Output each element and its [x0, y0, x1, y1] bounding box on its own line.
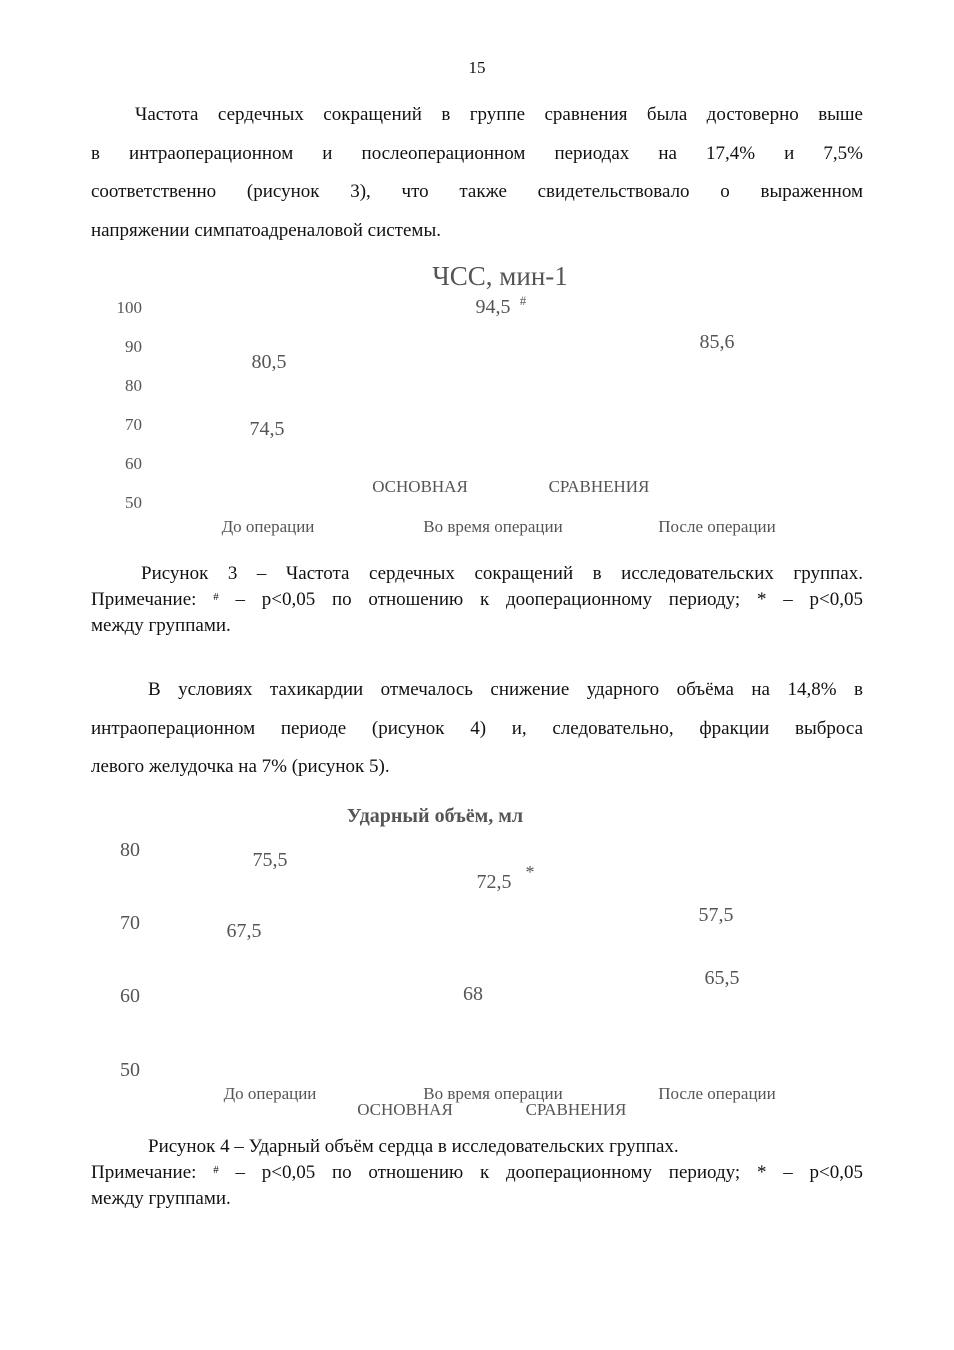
paragraph-2	[91, 671, 863, 787]
caption-title: Рисунок 4 – Ударный объём сердца в исследовательских группах.	[148, 1136, 679, 1157]
caption-note-end: между группами.	[91, 615, 231, 636]
x-tick-label: До операции	[223, 1084, 317, 1103]
caption-note-sup: #	[213, 1164, 219, 1176]
y-tick-label: 60	[120, 985, 140, 1007]
y-tick-label: 50	[125, 493, 142, 512]
legend-entry: СРАВНЕНИЯ	[525, 1100, 627, 1119]
page-number: 15	[468, 58, 486, 77]
y-tick-label: 90	[125, 337, 142, 356]
caption-note-sup: #	[213, 591, 219, 603]
data-label: 94,5	[475, 296, 511, 318]
caption-note	[91, 1160, 863, 1186]
paragraph-line: интраоперационном периоде (рисунок 4) и, следовательно, фракции выброса	[91, 717, 863, 739]
x-tick-label: После операции	[658, 517, 776, 536]
paragraph-line: В условиях тахикардии отмечалось снижение ударного объёма на 14,8% в	[148, 679, 863, 700]
y-tick-label: 100	[116, 298, 142, 317]
caption-title: Рисунок 3 – Частота сердечных сокращений в исследовательских группах.	[141, 563, 863, 584]
paragraph-line: левого желудочка на 7% (рисунок 5).	[91, 756, 390, 777]
y-tick-label: 60	[125, 454, 142, 473]
caption-note	[91, 587, 863, 613]
caption-note-prefix: Примечание:	[91, 1162, 214, 1183]
data-label: 85,6	[699, 331, 735, 353]
y-tick-label: 70	[120, 912, 140, 934]
chart-title: ЧСС, мин-1	[432, 261, 568, 291]
data-label: 68	[463, 983, 483, 1005]
data-label: 75,5	[252, 849, 288, 871]
caption-note-prefix: Примечание:	[91, 589, 214, 610]
figure-4-caption	[91, 1134, 863, 1212]
y-tick-label: 70	[125, 415, 142, 434]
x-tick-label: После операции	[658, 1084, 776, 1103]
caption-note-rest: – p<0,05 по отношению к дооперационному периоду; * – p<0,05	[218, 1162, 863, 1183]
data-label: 57,5	[698, 904, 734, 926]
legend-entry: СРАВНЕНИЯ	[548, 477, 650, 496]
x-tick-label: Во время операции	[423, 1084, 563, 1103]
x-tick-label: До операции	[221, 517, 315, 536]
paragraph-line: Частота сердечных сокращений в группе сравнения была достоверно выше	[135, 104, 863, 125]
significance-mark: *	[525, 862, 535, 882]
y-tick-label: 80	[120, 839, 140, 861]
paragraph-line: соответственно (рисунок 3), что также свидетельствовало о выраженном	[91, 181, 863, 202]
legend-entry: ОСНОВНАЯ	[372, 477, 468, 496]
data-label: 72,5	[476, 871, 512, 893]
data-label: 65,5	[704, 967, 740, 989]
data-label: 67,5	[226, 920, 262, 942]
paragraph-line: в интраоперационном и послеоперационном периодах на 17,4% и 7,5%	[91, 142, 863, 164]
x-tick-label: Во время операции	[423, 517, 563, 536]
caption-note-end: между группами.	[91, 1188, 231, 1209]
figure-3-caption	[91, 561, 863, 639]
paragraph-line: напряжении симпатоадреналовой системы.	[91, 219, 441, 241]
y-tick-label: 50	[120, 1059, 140, 1081]
caption-note-rest: – p<0,05 по отношению к дооперационному периоду; * – p<0,05	[218, 589, 863, 610]
chart-title: Ударный объём, мл	[346, 805, 524, 827]
y-tick-label: 80	[125, 376, 142, 395]
legend-entry: ОСНОВНАЯ	[357, 1100, 453, 1119]
data-label: 80,5	[251, 351, 287, 373]
data-label: 74,5	[249, 418, 285, 440]
paragraph-1	[91, 96, 863, 250]
significance-mark: #	[519, 293, 527, 308]
